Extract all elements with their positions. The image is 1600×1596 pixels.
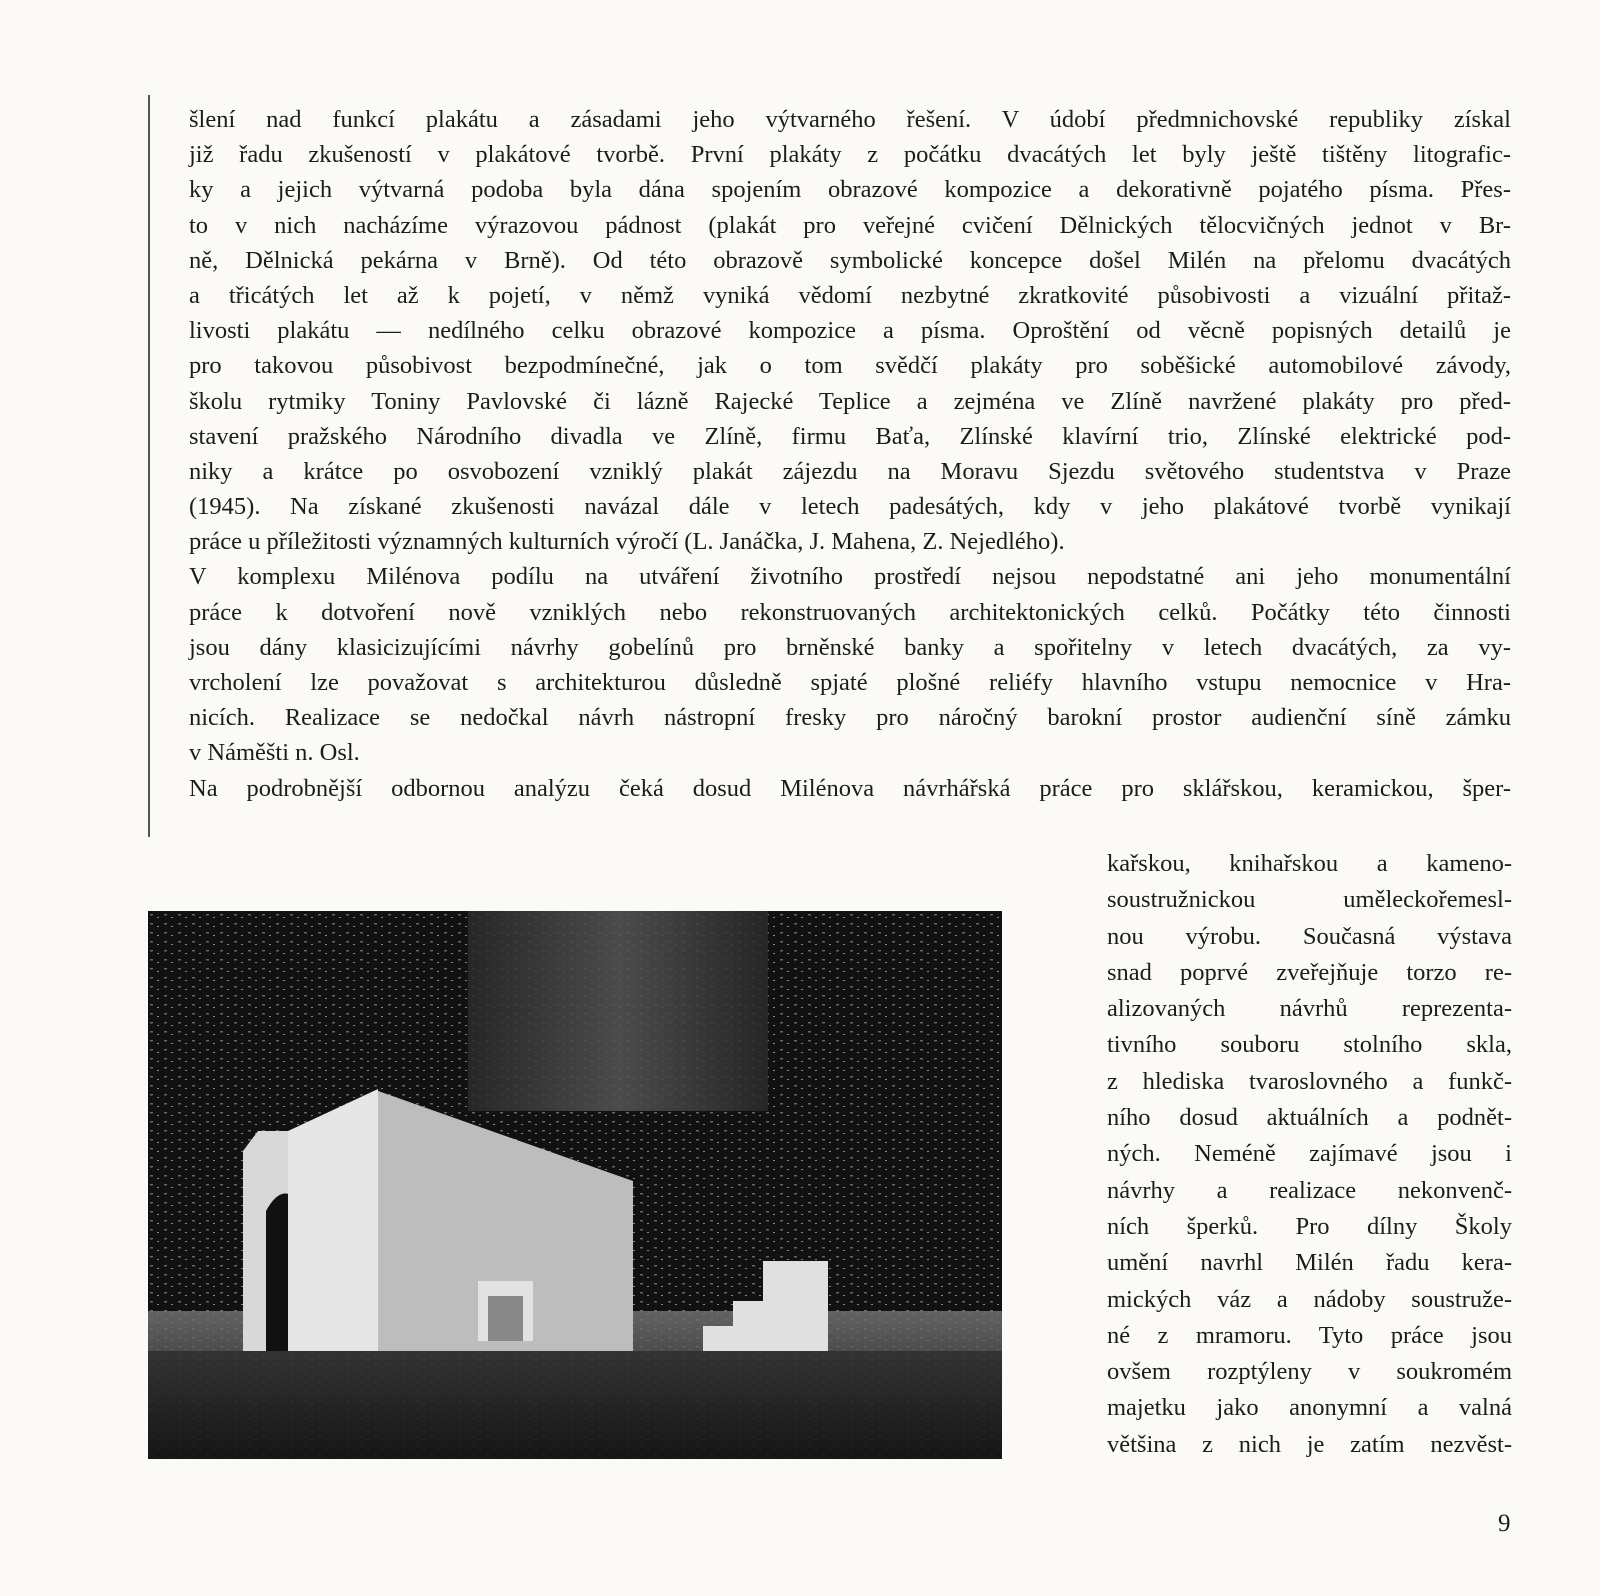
page-number: 9 <box>1498 1510 1511 1537</box>
text-line: návrhy a realizace nekonvenč- <box>1107 1176 1512 1204</box>
text-line: nou výrobu. Současná výstava <box>1107 922 1512 950</box>
text-line: tivního souboru stolního skla, <box>1107 1031 1512 1059</box>
text-line: pro takovou působivost bezpodmínečné, jak o tom svědčí plakáty pro soběšické automobilové závody, <box>189 352 1511 380</box>
text-line: jsou dány klasicizujícími návrhy gobelínů pro brněnské banky a spořitelny v letech dvacátých, za vy- <box>189 633 1511 661</box>
main-text-column <box>189 102 1511 806</box>
text-line: majetku jako anonymní a valná <box>1107 1394 1512 1422</box>
text-line: ky a jejich výtvarná podoba byla dána spojením obrazové kompozice a dekorativně pojatého písma. Přes- <box>189 176 1511 204</box>
text-line: z hlediska tvaroslovného a funkč- <box>1107 1067 1512 1095</box>
text-line: ných. Neméně zajímavé jsou i <box>1107 1140 1512 1168</box>
text-line: ního dosud aktuálních a podnět- <box>1107 1104 1512 1132</box>
text-line: ně, Dělnická pekárna v Brně). Od této obrazově symbolické koncepce došel Milén na přelomu dvacátých <box>189 246 1511 274</box>
text-line: a třicátých let až k pojetí, v němž vyniká vědomí nezbytné zkratkovité působivosti a vizuální přitaž- <box>189 281 1511 309</box>
margin-rule <box>148 95 150 837</box>
stage-set-illustration <box>148 911 1002 1459</box>
text-line: mických váz a nádoby soustruže- <box>1107 1285 1512 1313</box>
text-line: práce u příležitosti významných kulturních výročí (L. Janáčka, J. Mahena, Z. Nejedlého). <box>189 528 1065 556</box>
text-line: snad poprvé zveřejňuje torzo re- <box>1107 958 1512 986</box>
text-line: to v nich nacházíme výrazovou pádnost (plakát pro veřejné cvičení Dělnických tělocvičných jednot v Br- <box>189 211 1511 239</box>
text-line: stavení pražského Národního divadla ve Zlíně, firmu Baťa, Zlínské klavírní trio, Zlínské elektrické pod- <box>189 422 1511 450</box>
text-line: soustružnickou uměleckořemesl- <box>1107 886 1512 914</box>
text-line: ních šperků. Pro dílny Školy <box>1107 1212 1512 1240</box>
text-line: práce k dotvoření nově vzniklých nebo rekonstruovaných architektonických celků. Počátky této činnosti <box>189 598 1511 626</box>
text-line: školu rytmiky Toniny Pavlovské či lázně Rajecké Teplice a zejména ve Zlíně navržené plakáty pro před- <box>189 387 1511 415</box>
text-line: většina z nich je zatím nezvěst- <box>1107 1430 1512 1458</box>
text-line: alizovaných návrhů reprezenta- <box>1107 995 1512 1023</box>
text-line: umění navrhl Milén řadu kera- <box>1107 1249 1512 1277</box>
text-line: šlení nad funkcí plakátu a zásadami jeho výtvarného řešení. V údobí předmnichovské republiky získal <box>189 106 1511 133</box>
text-line: vrcholení lze považovat s architekturou důsledně spjaté plošné reliéfy hlavního vstupu nemocnice v Hra- <box>189 669 1511 696</box>
text-line: né z mramoru. Tyto práce jsou <box>1107 1321 1512 1349</box>
text-line: niky a krátce po osvobození vzniklý plakát zájezdu na Moravu Sjezdu světového studentstva v Praze <box>189 457 1511 485</box>
text-line: již řadu zkušeností v plakátové tvorbě. První plakáty z počátku dvacátých let byly ještě tištěny litografic- <box>189 141 1511 169</box>
text-line: nicích. Realizace se nedočkal návrh nástropní fresky pro náročný barokní prostor audienční síně zámku <box>189 704 1511 732</box>
stage-design-photo <box>148 911 1002 1459</box>
side-text-column <box>1107 846 1512 1463</box>
text-line: v Náměšti n. Osl. <box>189 739 360 767</box>
text-line: kařskou, knihařskou a kameno- <box>1107 850 1512 877</box>
text-line: (1945). Na získané zkušenosti navázal dále v letech padesátých, kdy v jeho plakátové tvorbě vynikají <box>189 493 1511 521</box>
text-line: Na podrobnější odbornou analýzu čeká dosud Milénova návrhářská práce pro sklářskou, keramickou, šper- <box>189 774 1511 802</box>
text-line: ovšem rozptýleny v soukromém <box>1107 1358 1512 1386</box>
text-line: V komplexu Milénova podílu na utváření životního prostředí nejsou nepodstatné ani jeho monumentální <box>189 563 1511 591</box>
text-line: livosti plakátu — nedílného celku obrazové kompozice a písma. Oproštění od věcně popisných detailů je <box>189 317 1511 345</box>
